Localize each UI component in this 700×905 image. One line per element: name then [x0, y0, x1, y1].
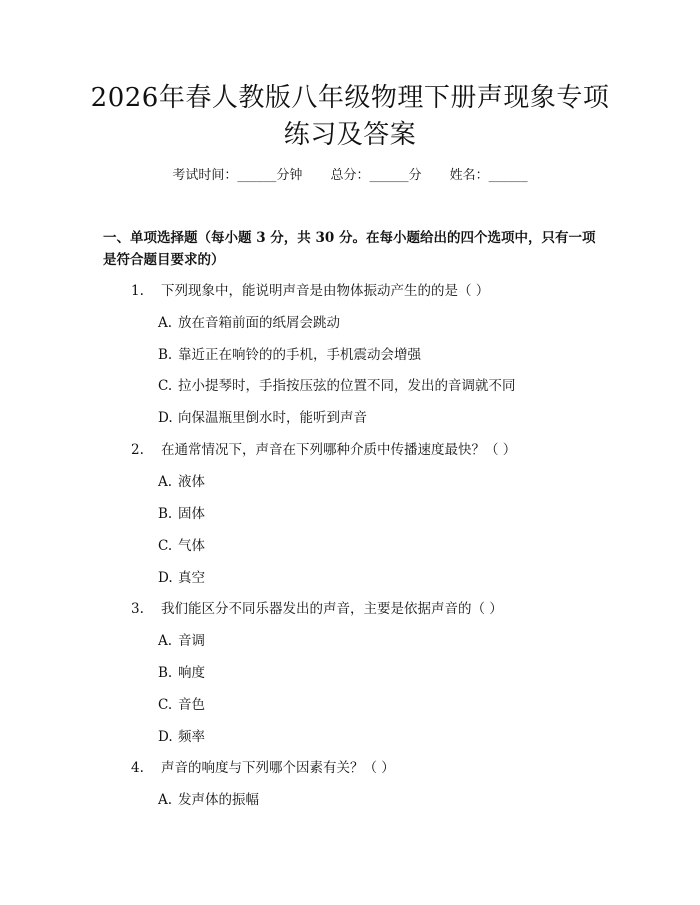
- option-letter: C.: [158, 538, 173, 554]
- option-letter: A.: [158, 315, 173, 331]
- option-2c: [158, 536, 205, 556]
- question-number: 2.: [131, 442, 144, 458]
- option-1a: [158, 313, 340, 333]
- option-text: 固体: [178, 506, 205, 522]
- option-letter: D.: [158, 570, 173, 586]
- option-text: 液体: [178, 474, 205, 490]
- option-1b: [158, 345, 421, 365]
- option-text: 频率: [178, 729, 205, 745]
- option-letter: D.: [158, 410, 173, 426]
- option-text: 响度: [178, 665, 205, 681]
- option-2a: [158, 472, 205, 492]
- question-text: 声音的响度与下列哪个因素有关？（ ）: [161, 760, 395, 776]
- option-1d: [158, 408, 367, 428]
- section-heading: 一、单项选择题（每小题 3 分，共 30 分。在每小题给出的四个选项中，只有一项是符合题目要求的）: [103, 230, 596, 268]
- option-text: 音调: [178, 633, 205, 649]
- option-3d: [158, 727, 205, 747]
- option-letter: B.: [158, 347, 173, 363]
- option-letter: C.: [158, 697, 173, 713]
- option-3c: [158, 695, 205, 715]
- student-name-field: 姓名：______: [449, 168, 528, 183]
- option-text: 气体: [178, 538, 205, 554]
- question-text: 我们能区分不同乐器发出的声音，主要是依据声音的（ ）: [161, 601, 503, 617]
- option-3a: [158, 631, 205, 651]
- option-text: 靠近正在响铃的的手机，手机震动会增强: [178, 347, 421, 363]
- document-title-line-1: 2026年春人教版八年级物理下册声现象专项: [90, 83, 610, 113]
- option-text: 音色: [178, 697, 205, 713]
- total-score-field: 总分：______分: [330, 168, 422, 183]
- question-text: 下列现象中，能说明声音是由物体振动产生的的是（ ）: [161, 283, 490, 299]
- document-title-line-2: 练习及答案: [283, 120, 417, 150]
- option-letter: A.: [158, 633, 173, 649]
- option-2b: [158, 504, 205, 524]
- option-text: 放在音箱前面的纸屑会跳动: [178, 315, 340, 331]
- option-1c: [158, 376, 516, 396]
- option-letter: D.: [158, 729, 173, 745]
- option-2d: [158, 568, 205, 588]
- option-text: 发声体的振幅: [178, 792, 259, 808]
- question-text: 在通常情况下，声音在下列哪种介质中传播速度最快？（ ）: [161, 442, 517, 458]
- option-4a: [158, 790, 259, 810]
- option-letter: B.: [158, 506, 173, 522]
- option-letter: A.: [158, 792, 173, 808]
- question-number: 3.: [131, 601, 144, 617]
- option-letter: B.: [158, 665, 173, 681]
- option-letter: A.: [158, 474, 173, 490]
- question-number: 4.: [131, 760, 144, 776]
- option-text: 真空: [178, 570, 205, 586]
- question-number: 1.: [131, 283, 144, 299]
- option-3b: [158, 663, 205, 683]
- exam-time-field: 考试时间：______分钟: [172, 168, 303, 183]
- option-text: 拉小提琴时，手指按压弦的位置不同，发出的音调就不同: [178, 378, 516, 394]
- exam-meta-row: [0, 166, 700, 186]
- option-text: 向保温瓶里倒水时，能听到声音: [178, 410, 367, 426]
- option-letter: C.: [158, 378, 173, 394]
